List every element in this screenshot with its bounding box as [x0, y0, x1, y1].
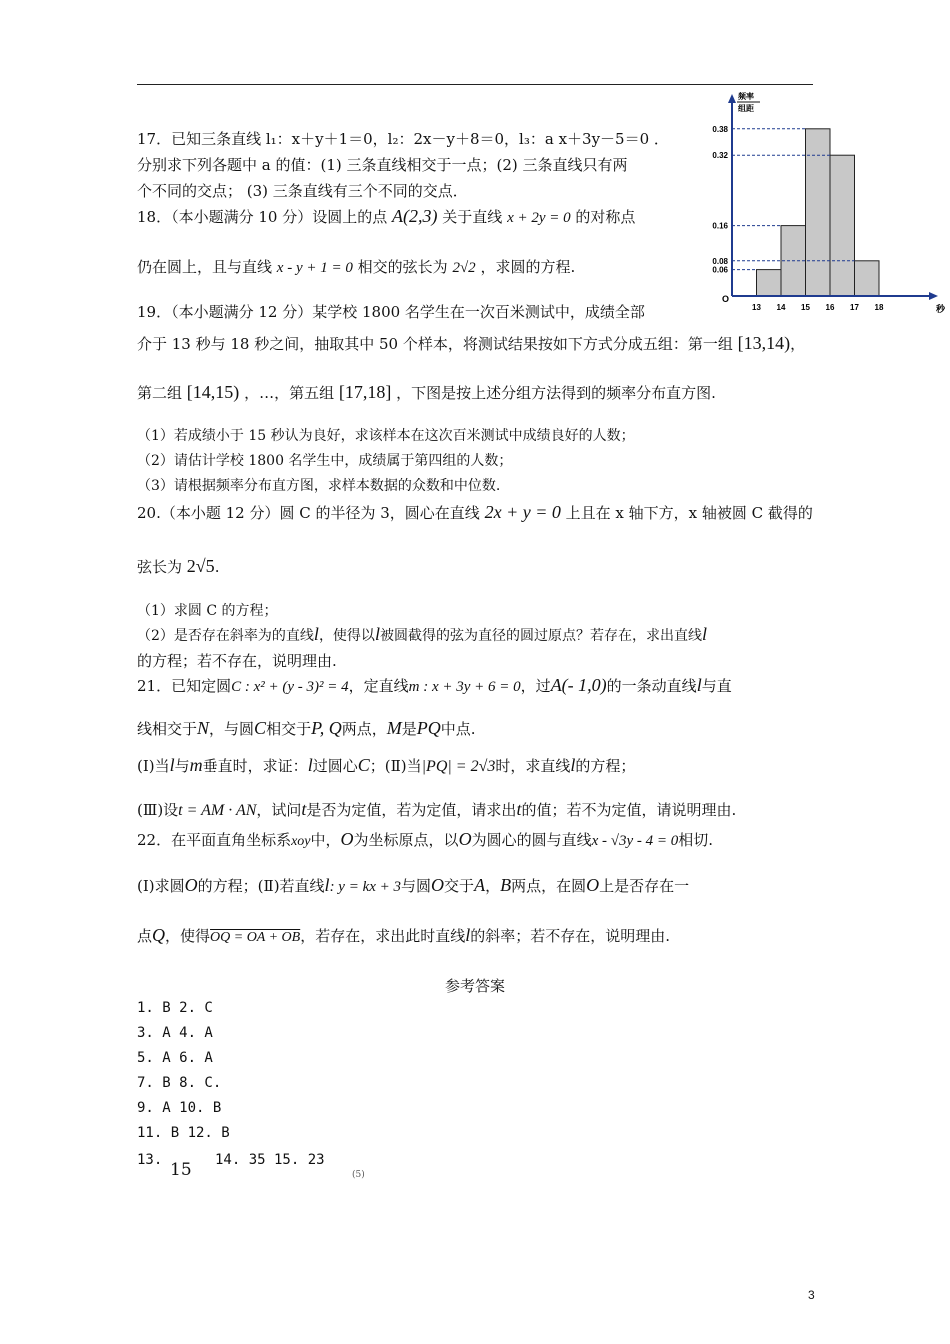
- q22-line2: [137, 875, 689, 896]
- q21-s1g: 的方程；: [575, 757, 636, 775]
- y-tick-label: 0.06: [712, 265, 728, 275]
- q21-s1b: 与: [174, 757, 190, 775]
- q21-c: ，过: [520, 677, 551, 695]
- q22-o4: O: [431, 875, 445, 895]
- q22-s1a: (Ⅰ)求圆: [137, 877, 185, 895]
- q21-cc: C: [254, 718, 267, 738]
- y-axis-arrow: [728, 94, 736, 103]
- q21-l: l: [696, 675, 702, 695]
- q18-chord: 2√2: [452, 260, 476, 276]
- x-tick-label: 13: [752, 303, 761, 312]
- q21-s3b: ，试问: [256, 801, 302, 819]
- histogram-bar: [855, 261, 880, 296]
- origin-label: O: [722, 294, 730, 304]
- q21-pq: P, Q: [311, 718, 342, 738]
- answer-row: 3. A 4. A: [137, 1025, 213, 1041]
- q22-b: 中，: [310, 831, 341, 849]
- q21-tdef: t = AM · AN: [178, 802, 257, 819]
- q22-s1b: 的方程；(Ⅱ)若直线: [197, 877, 325, 895]
- answer-row: 9. A 10. B: [137, 1100, 222, 1116]
- q18-line2: [137, 256, 575, 277]
- q21-line4: [137, 799, 736, 820]
- q18-text-e: 相交的弦长为: [357, 258, 448, 276]
- q22-s1c: 与圆: [401, 877, 432, 895]
- q21-line: m : x + 3y + 6 = 0: [408, 679, 521, 695]
- q21-point: A(- 1,0): [550, 675, 607, 695]
- q17-line3: 个不同的交点； (3) 三条直线有三个不同的交点．: [137, 182, 468, 200]
- x-tick-label: 15: [801, 303, 810, 312]
- q21-a: 21．已知定圆: [137, 677, 232, 695]
- q20-p2-c: 被圆截得的弦为直径的圆过原点？若存在，求出直线: [379, 628, 702, 644]
- q21-line1: [137, 675, 732, 696]
- q20-part1: （1）求圆 C 的方程；: [137, 603, 278, 619]
- y-tick-label: 0.08: [712, 256, 728, 266]
- q18-line1: [137, 206, 635, 227]
- q22-o2: O: [458, 829, 472, 849]
- x-axis-arrow: [929, 292, 938, 300]
- q20-p2-a: （2）是否存在斜率为的直线: [137, 628, 314, 644]
- q20-l1: l: [313, 624, 319, 644]
- q18-text-b: 关于直线: [442, 208, 503, 226]
- q19-group1: [13,14): [737, 333, 791, 353]
- q21-n: N: [197, 718, 210, 738]
- q20-text-d: .: [214, 558, 220, 576]
- answer-13-label: 13.: [137, 1152, 163, 1168]
- q20-line-eq: 2x + y = 0: [484, 502, 561, 522]
- q21-s1m: m: [189, 755, 203, 775]
- q19-line1: 19．（本小题满分 12 分）某学校 1800 名学生在一次百米测试中，成绩全部: [137, 303, 645, 321]
- y-axis-label-top: 频率: [738, 92, 754, 101]
- q21-s3d: 的值；若不为定值，请说明理由.: [521, 801, 737, 819]
- q21-f: 线相交于: [137, 720, 198, 738]
- histogram-bar: [757, 270, 782, 296]
- q20-part3: 的方程；若不存在，说明理由.: [137, 652, 337, 670]
- q21-t2: t: [516, 799, 522, 819]
- q22-a: 22．在平面直角坐标系: [137, 831, 292, 849]
- q21-pqlen: |PQ| = 2√3: [421, 758, 496, 775]
- q22-s1e: ，: [485, 877, 501, 895]
- q22-vec: OQ = OA + OB: [210, 930, 301, 945]
- q18-line2-eq: x - y + 1 = 0: [276, 260, 353, 276]
- q18-text-c: 的对称点: [575, 208, 636, 226]
- q21-pq2: PQ: [416, 718, 441, 738]
- q20-text-b: 上且在 x 轴下方，x 轴被圆 C 截得的: [565, 504, 813, 522]
- q21-s3c: 是否为定值，若为定值，请求出: [306, 801, 517, 819]
- answer-row: 11. B 12. B: [137, 1125, 230, 1141]
- answer-row: 1. B 2. C: [137, 1000, 213, 1016]
- q21-line3: [137, 755, 635, 776]
- answer-row: 7. B 8. C.: [137, 1075, 222, 1091]
- q22-e: 相切.: [678, 831, 714, 849]
- q21-j: 是: [401, 720, 417, 738]
- q21-e: 与直: [701, 677, 732, 695]
- q20-line1: [137, 502, 813, 523]
- answer-row: 5. A 6. A: [137, 1050, 213, 1066]
- q22-o1: O: [340, 829, 354, 849]
- y-axis-label-bottom: 组距: [738, 104, 754, 113]
- answer-14-15: 14. 35 15. 23: [215, 1152, 325, 1168]
- x-axis-label: 秒: [936, 304, 945, 314]
- x-tick-label: 17: [850, 303, 859, 312]
- q22-Q: Q: [152, 925, 166, 945]
- q19-line3-b: ，…，第五组: [244, 384, 335, 402]
- q21-g: ，与圆: [209, 720, 255, 738]
- q19-part1: （1）若成绩小于 15 秒认为良好，求该样本在这次百米测试中成绩良好的人数；: [137, 428, 635, 444]
- q21-s3a: (Ⅲ)设: [137, 801, 179, 819]
- q19-line3-c: ，下图是按上述分组方法得到的频率分布直方图.: [396, 384, 716, 402]
- q22-l: l: [324, 875, 330, 895]
- q21-i: 两点，: [341, 720, 387, 738]
- x-tick-label: 16: [825, 303, 835, 312]
- q22-s1d: 交于: [444, 877, 475, 895]
- x-tick-label: 14: [776, 303, 786, 312]
- q17-line2: 分别求下列各题中 a 的值：(1) 三条直线相交于一点；(2) 三条直线只有两: [137, 156, 628, 174]
- q21-line2: [137, 718, 476, 739]
- y-tick-label: 0.38: [712, 124, 728, 134]
- q22-s2c: ，若存在，求出此时直线: [300, 927, 466, 945]
- q21-s1l: l: [169, 755, 175, 775]
- q20-l2: l: [374, 624, 380, 644]
- q22-s2b: ，使得: [165, 927, 211, 945]
- q21-h: 相交于: [266, 720, 312, 738]
- answer-row-13: [137, 1152, 162, 1168]
- q21-m: M: [386, 718, 402, 738]
- q21-d: 的一条动直线: [606, 677, 697, 695]
- answer-15-note: (5): [352, 1170, 365, 1180]
- q21-b: ，定直线: [348, 677, 409, 695]
- q21-s1a: (Ⅰ)当: [137, 757, 170, 775]
- q20-line2: [137, 556, 219, 577]
- histogram-bar: [830, 155, 855, 296]
- q20-l3: l: [701, 624, 707, 644]
- page-number: 3: [808, 1288, 815, 1302]
- q22-s1f: 两点，在圆: [511, 877, 587, 895]
- q22-B: B: [500, 875, 512, 895]
- q19-line2: [137, 333, 805, 354]
- q19-line3: [137, 382, 716, 403]
- q22-s1g: 上是否存在一: [599, 877, 690, 895]
- q18-text-d: 仍在圆上，且与直线: [137, 258, 273, 276]
- q22-d: 为圆心的圆与直线: [471, 831, 592, 849]
- q22-o3: O: [184, 875, 198, 895]
- q18-point: A(2,3): [392, 206, 438, 226]
- q21-t1: t: [301, 799, 307, 819]
- header-rule: [137, 84, 813, 85]
- y-tick-label: 0.16: [712, 221, 728, 231]
- q22-c: 为坐标原点，以: [353, 831, 459, 849]
- q19-group5: [17,18]: [338, 382, 392, 402]
- q18-text-f: ，求圆的方程.: [480, 258, 576, 276]
- q20-text-c: 弦长为: [137, 558, 183, 576]
- x-tick-label: 18: [874, 303, 884, 312]
- q20-p2-b: ，使得以: [318, 628, 375, 644]
- q21-circle: C : x² + (y - 3)² = 4: [231, 679, 349, 695]
- q19-part3: （3）请根据频率分布直方图，求样本数据的众数和中位数.: [137, 478, 501, 494]
- q19-line3-a: 第二组: [137, 384, 183, 402]
- q18-line-eq: x + 2y = 0: [507, 210, 571, 226]
- q22-line1: [137, 829, 713, 850]
- q22-line3: [137, 925, 670, 946]
- q21-s1c: 垂直时，求证：: [202, 757, 308, 775]
- q17-line1: 17．已知三条直线 l₁：x＋y＋1＝0，l₂：2x－y＋8＝0，l₃：a x＋3y－5＝0 ．: [137, 130, 669, 148]
- answers-title: 参考答案: [444, 977, 505, 995]
- q21-k: 中点.: [440, 720, 476, 738]
- q20-part2: [137, 624, 707, 645]
- q21-s1f: 时，求直线: [495, 757, 571, 775]
- q19-part2: （2）请估计学校 1800 名学生中，成绩属于第四组的人数；: [137, 453, 513, 469]
- q21-s1l2: l: [307, 755, 313, 775]
- q19-group2: [14,15): [186, 382, 240, 402]
- answer-13-value: 15: [170, 1160, 192, 1180]
- frequency-histogram: [700, 88, 945, 320]
- q20-text-a: 20.（本小题 12 分）圆 C 的半径为 3，圆心在直线: [137, 504, 480, 522]
- q19-comma: ，: [790, 335, 806, 353]
- q22-s2a: 点: [137, 927, 153, 945]
- q18-text-a: 18．（本小题满分 10 分）设圆上的点: [137, 208, 388, 226]
- q21-s1l3: l: [570, 755, 576, 775]
- q22-A: A: [474, 875, 486, 895]
- q22-l2: l: [465, 925, 471, 945]
- q22-lineeq: : y = kx + 3: [329, 879, 402, 895]
- q21-s1e: ；(Ⅱ)当: [369, 757, 422, 775]
- q20-chord: 2√5: [186, 556, 215, 576]
- q21-s1C: C: [357, 755, 370, 775]
- q21-s1d: 过圆心: [312, 757, 358, 775]
- histogram-bar: [806, 129, 831, 296]
- q19-line2-text: 介于 13 秒与 18 秒之间，抽取其中 50 个样本，将测试结果按如下方式分成五组：第一组: [137, 335, 733, 353]
- y-tick-label: 0.32: [712, 151, 728, 161]
- q22-s2d: 的斜率；若不存在，说明理由.: [470, 927, 671, 945]
- q22-line: x - √3y - 4 = 0: [591, 833, 679, 849]
- q22-xoy: xoy: [291, 834, 311, 849]
- q22-o5: O: [586, 875, 600, 895]
